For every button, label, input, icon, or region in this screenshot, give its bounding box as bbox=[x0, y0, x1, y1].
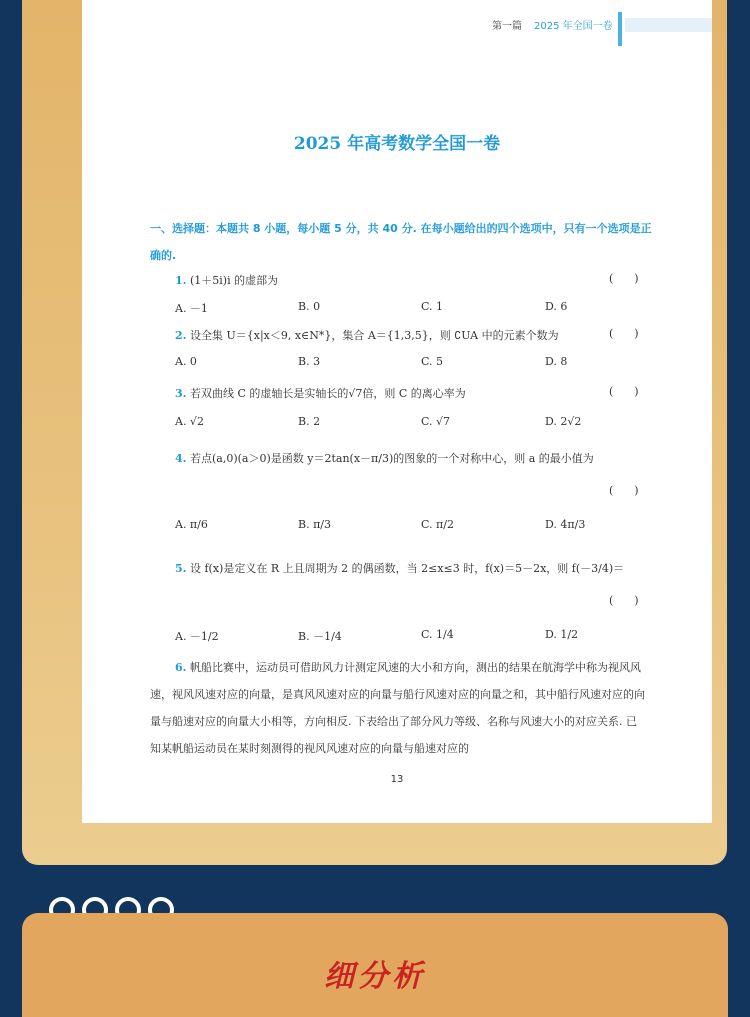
bottom-banner bbox=[22, 913, 728, 1017]
question-4 bbox=[175, 450, 594, 466]
answer-paren: ( ) bbox=[609, 385, 639, 398]
page-number: 13 bbox=[390, 774, 404, 785]
question-text: 帆船比赛中，运动员可借助风力计测定风速的大小和方向，测出的结果在航海学中称为视风风速，视风风速对应的向量，是真风风速对应的向量与船行风速对应的向量之和，其中船行风速对应的向量与船速对应的向量大小相等，方向相反. 下表给出了部分风力等级、名称与风速大小的对应关系. 已知某帆船运动员在某时刻测得的视风风速对应的向量与船速对应的 bbox=[150, 661, 645, 755]
option-b: B. π/3 bbox=[298, 518, 332, 531]
exam-title: 2025 年高考数学全国一卷 bbox=[293, 134, 501, 154]
header-name: 2025 年全国一卷 bbox=[534, 21, 613, 32]
top-card bbox=[22, 0, 727, 865]
section-heading: 一、选择题：本题共 8 小题，每小题 5 分，共 40 分. 在每小题给出的四个选项中，只有一个选项是正确的. bbox=[150, 222, 652, 262]
option-c: C. 5 bbox=[421, 355, 444, 368]
question-number: 2. bbox=[175, 329, 187, 342]
option-d: D. 8 bbox=[545, 355, 568, 368]
question-text: 设 f(x)是定义在 R 上且周期为 2 的偶函数，当 2≤x≤3 时，f(x)＝5－2x，则 f(－3/4)＝ bbox=[189, 562, 625, 575]
question-5 bbox=[175, 560, 624, 576]
header-band bbox=[625, 18, 712, 32]
option-a: A. －1 bbox=[175, 302, 208, 315]
option-b: B. 2 bbox=[298, 415, 321, 428]
option-d: D. 4π/3 bbox=[545, 518, 586, 531]
question-text: 设全集 U＝{x|x＜9, x∈N*}，集合 A＝{1,3,5}，则 ∁UA 中的元素个数为 bbox=[189, 329, 559, 342]
header-accent-bar bbox=[618, 12, 622, 46]
option-c: C. 1/4 bbox=[421, 628, 454, 641]
header-part: 第一篇 bbox=[492, 21, 522, 32]
option-c: C. 1 bbox=[421, 300, 444, 313]
answer-paren: ( ) bbox=[609, 327, 639, 340]
answer-paren: ( ) bbox=[609, 484, 639, 497]
option-b: B. 0 bbox=[298, 300, 321, 313]
option-b: B. －1/4 bbox=[298, 630, 342, 643]
page-header bbox=[82, 0, 712, 50]
question-text: (1＋5i)i 的虚部为 bbox=[189, 274, 279, 287]
option-d: D. 2√2 bbox=[545, 415, 582, 428]
question-text: 若双曲线 C 的虚轴长是实轴长的√7倍，则 C 的离心率为 bbox=[189, 387, 466, 400]
question-3 bbox=[175, 385, 466, 401]
question-number: 3. bbox=[175, 387, 187, 400]
question-1 bbox=[175, 272, 278, 288]
question-2 bbox=[175, 327, 559, 343]
banner-title: 细分析 bbox=[324, 959, 426, 994]
option-c: C. π/2 bbox=[421, 518, 454, 531]
option-c: C. √7 bbox=[421, 415, 451, 428]
answer-paren: ( ) bbox=[609, 594, 639, 607]
exam-page bbox=[82, 0, 712, 823]
option-b: B. 3 bbox=[298, 355, 321, 368]
option-d: D. 6 bbox=[545, 300, 568, 313]
question-number: 4. bbox=[175, 452, 187, 465]
question-text: 若点(a,0)(a＞0)是函数 y＝2tan(x－π/3)的图象的一个对称中心，则 a 的最小值为 bbox=[189, 452, 594, 465]
question-number: 6. bbox=[175, 661, 187, 674]
answer-paren: ( ) bbox=[609, 272, 639, 285]
question-number: 5. bbox=[175, 562, 187, 575]
option-a: A. √2 bbox=[175, 415, 204, 428]
question-number: 1. bbox=[175, 274, 187, 287]
option-d: D. 1/2 bbox=[545, 628, 579, 641]
option-a: A. π/6 bbox=[175, 518, 208, 531]
option-a: A. －1/2 bbox=[175, 630, 219, 643]
question-6 bbox=[150, 654, 645, 762]
option-a: A. 0 bbox=[175, 355, 197, 368]
